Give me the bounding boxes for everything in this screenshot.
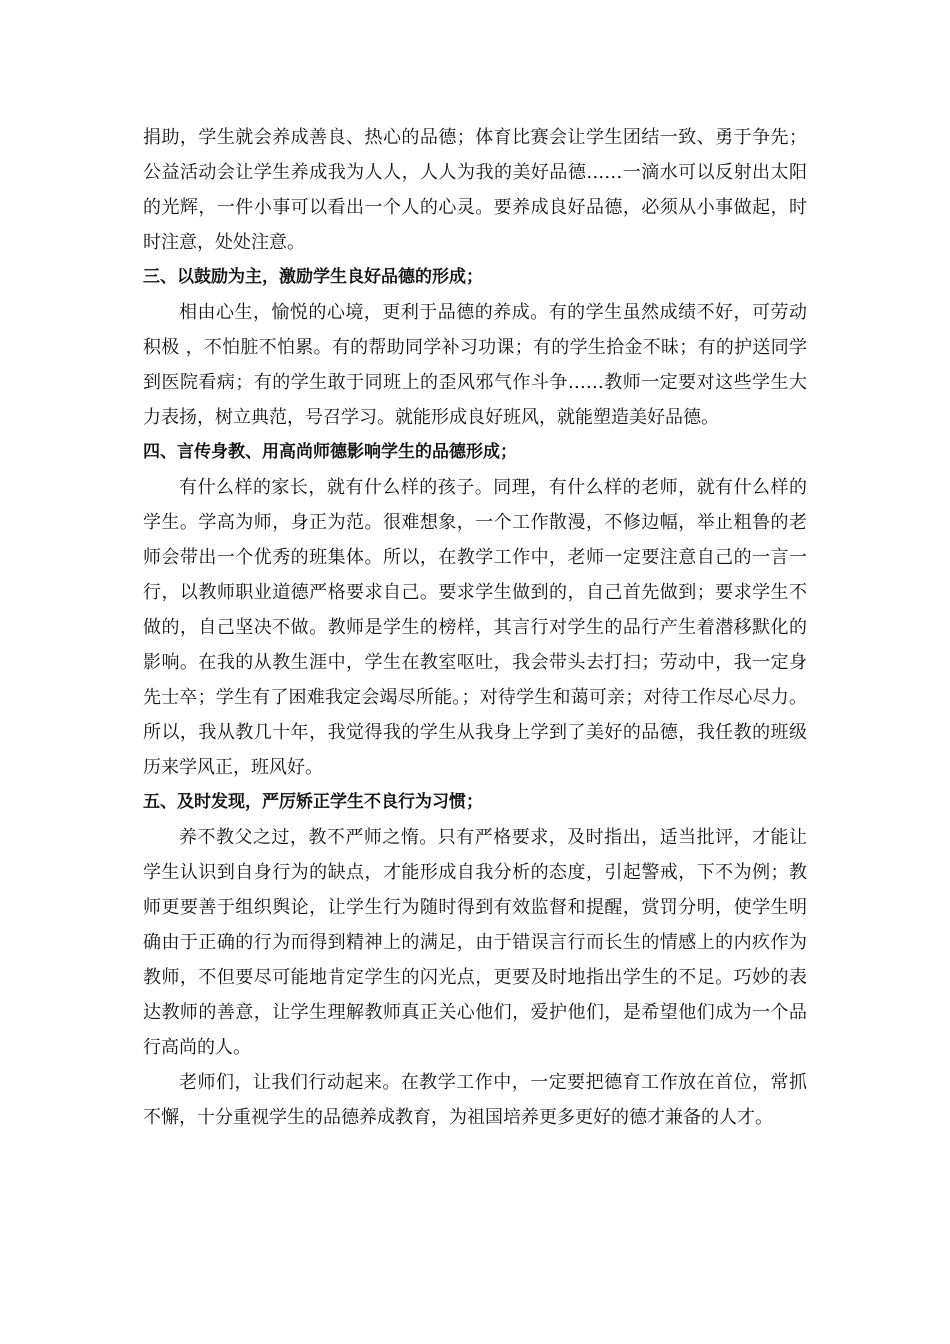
paragraph-correction: 养不教父之过，教不严师之惰。只有严格要求，及时指出，适当批评，才能让学生认识到自身行为的缺点，才能形成自我分析的态度，引起警戒，下不为例；教师更要善于组织舆论，让学生行为随时得到有效监督和提醒，赏罚分明，使学生明确由于正确的行为而得到精神上的满足，由于错误言行而长生的情感上的内疚作为教师，不但要尽可能地肯定学生的闪光点，更要及时地指出学生的不足。巧妙的表达教师的善意，让学生理解教师真正关心他们，爱护他们，是希望他们成为一个品行高尚的人。 xyxy=(143,827,807,1058)
document-body xyxy=(143,120,807,1135)
paragraph-donation-continuation: 捐助，学生就会养成善良、热心的品德；体育比赛会让学生团结一致、勇于争先；公益活动会让学生养成我为人人，人人为我的美好品德……一滴水可以反射出太阳的光辉，一件小事可以看出一个人的心灵。要养成良好品德，必须从小事做起，时时注意，处处注意。 xyxy=(143,127,807,253)
paragraph-conclusion: 老师们，让我们行动起来。在教学工作中，一定要把德育工作放在首位，常抓不懈，十分重视学生的品德养成教育，为祖国培养更多更好的德才兼备的人才。 xyxy=(143,1072,807,1128)
section-heading-five: 五、及时发现，严厉矫正学生不良行为习惯； xyxy=(143,792,483,812)
section-heading-three: 三、以鼓励为主，激励学生良好品德的形成； xyxy=(143,267,483,287)
paragraph-encouragement: 相由心生，愉悦的心境，更利于品德的养成。有的学生虽然成绩不好，可劳动积极 ，不怕脏不怕累。有的帮助同学补习功课；有的学生拾金不昧；有的护送同学到医院看病；有的学生敢于同班上的歪风邪气作斗争……教师一定要对这些学生大力表扬，树立典范，号召学习。就能形成良好班风，就能塑造美好品德。 xyxy=(143,302,807,428)
section-heading-four: 四、言传身教、用高尚师德影响学生的品德形成； xyxy=(143,442,517,462)
paragraph-teacher-example: 有什么样的家长，就有什么样的孩子。同理，有什么样的老师，就有什么样的学生。学高为师，身正为范。很难想象，一个工作散漫，不修边幅，举止粗鲁的老师会带出一个优秀的班集体。所以，在教学工作中，老师一定要注意自己的一言一行，以教师职业道德严格要求自己。要求学生做到的，自己首先做到；要求学生不做的，自己坚决不做。教师是学生的榜样，其言行对学生的品行产生着潜移默化的影响。在我的从教生涯中，学生在教室呕吐，我会带头去打扫；劳动中，我一定身先士卒；学生有了困难我定会竭尽所能。；对待学生和蔼可亲；对待工作尽心尽力。所以，我从教几十年，我觉得我的学生从我身上学到了美好的品德，我任教的班级历来学风正，班风好。 xyxy=(143,477,807,778)
